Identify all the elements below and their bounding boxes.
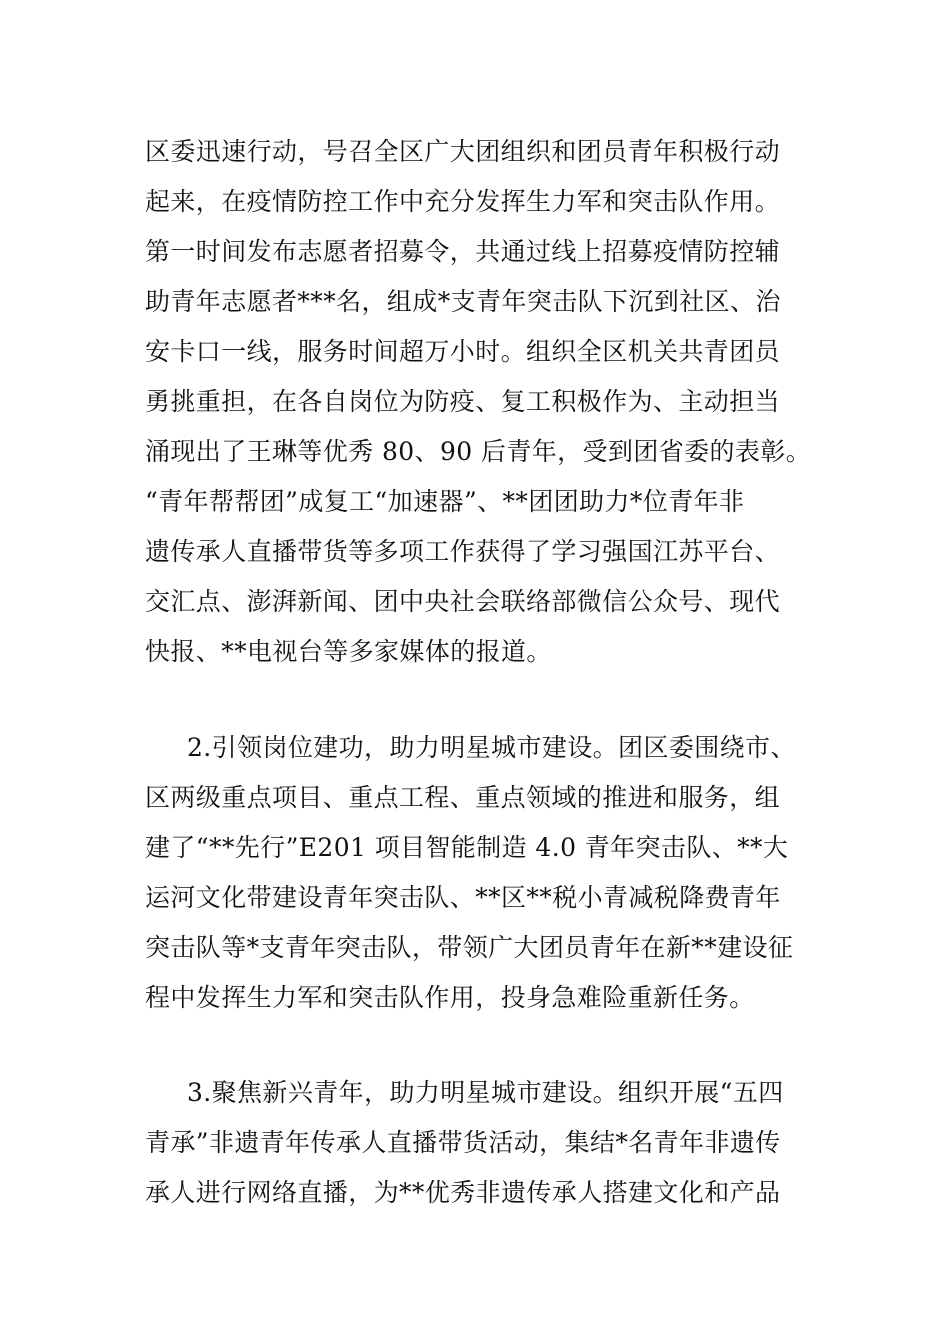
text-line: 运河文化带建设青年突击队、**区**税小青减税降费青年 [145, 883, 781, 912]
text-line: 助青年志愿者***名，组成*支青年突击队下沉到社区、治 [145, 287, 781, 316]
text-line: 程中发挥生力军和突击队作用，投身急难险重新任务。 [145, 983, 755, 1012]
paragraph-emerging-youth [145, 1068, 815, 1218]
text-line: 安卡口一线，服务时间超万小时。组织全区机关共青团员 [145, 337, 781, 366]
text-line: 涌现出了王琳等优秀 80、90 后青年，受到团省委的表彰。 [145, 437, 812, 466]
text-line: 区委迅速行动，号召全区广大团组织和团员青年积极行动 [145, 137, 781, 166]
paragraph-post-achievement [145, 723, 815, 1023]
text-line: 承人进行网络直播，为**优秀非遗传承人搭建文化和产品 [145, 1178, 781, 1207]
text-line: 第一时间发布志愿者招募令，共通过线上招募疫情防控辅 [145, 237, 781, 266]
text-line: 建了“**先行”E201 项目智能制造 4.0 青年突击队、**大 [145, 833, 789, 862]
text-line: 2.引领岗位建功，助力明星城市建设。团区委围绕市、 [187, 733, 796, 762]
text-line: 起来，在疫情防控工作中充分发挥生力军和突击队作用。 [145, 187, 781, 216]
text-line: 勇挑重担，在各自岗位为防疫、复工积极作为、主动担当 [145, 387, 781, 416]
text-line: 青承”非遗青年传承人直播带货活动，集结*名青年非遗传 [145, 1128, 781, 1157]
text-line: 快报、**电视台等多家媒体的报道。 [145, 637, 552, 666]
text-line: 遗传承人直播带货等多项工作获得了学习强国江苏平台、 [145, 537, 781, 566]
text-line: “青年帮帮团”成复工“加速器”、**团团助力*位青年非 [145, 487, 745, 516]
text-line: 区两级重点项目、重点工程、重点领域的推进和服务，组 [145, 783, 781, 812]
paragraph-volunteer-response [145, 127, 815, 677]
text-line: 交汇点、澎湃新闻、团中央社会联络部微信公众号、现代 [145, 587, 781, 616]
text-line: 突击队等*支青年突击队，带领广大团员青年在新**建设征 [145, 933, 794, 962]
text-line: 3.聚焦新兴青年，助力明星城市建设。组织开展“五四 [187, 1078, 784, 1107]
